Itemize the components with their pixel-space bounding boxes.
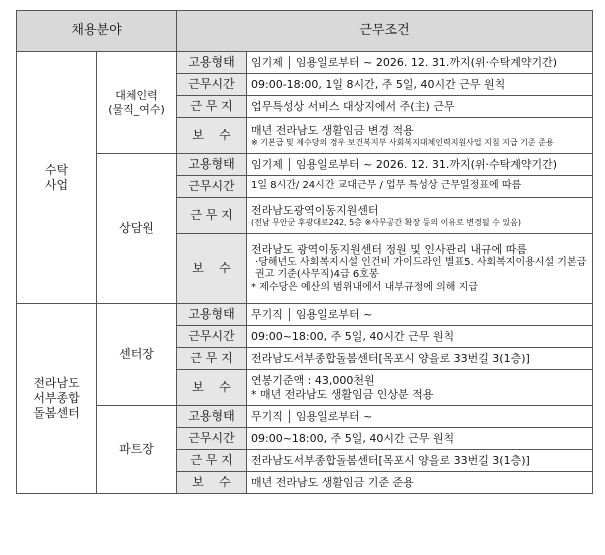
table-row xyxy=(17,406,593,428)
row-value: 09:00~18:00, 주 5일, 40시간 근무 원칙 xyxy=(247,326,593,348)
row-value: 09:00-18:00, 1일 8시간, 주 5일, 40시간 근무 원칙 xyxy=(247,74,593,96)
row-value xyxy=(247,234,593,304)
row-label: 보 수 xyxy=(177,472,247,494)
row-value xyxy=(247,118,593,154)
row-label: 근무시간 xyxy=(177,176,247,198)
row-label: 보 수 xyxy=(177,370,247,406)
table-row xyxy=(17,52,593,74)
row-label: 보 수 xyxy=(177,234,247,304)
pay-text: 연봉기준액 : 43,000천원 xyxy=(251,373,375,387)
pay-text: 매년 전라남도 생활임금 변경 적용 xyxy=(251,123,414,137)
row-value xyxy=(247,154,593,176)
row-label: 근 무 지 xyxy=(177,450,247,472)
row-value xyxy=(247,370,593,406)
header-row xyxy=(17,11,593,52)
row-label: 고용형태 xyxy=(177,52,247,74)
row-label: 근무시간 xyxy=(177,326,247,348)
row-value: 09:00~18:00, 주 5일, 40시간 근무 원칙 xyxy=(247,428,593,450)
row-value: 전라남도서부종합돌봄센터[목포시 양을로 33번길 3(1층)] xyxy=(247,450,593,472)
workplace-note: (전남 무안군 후광대로242, 5층 ※사무공간 확장 등의 이유로 변경될 수 있음) xyxy=(251,217,521,227)
row-value: 전라남도서부종합돌봄센터[목포시 양을로 33번길 3(1층)] xyxy=(247,348,593,370)
recruitment-table xyxy=(16,10,593,494)
row-value-text: 임용일로부터 ~ 2026. 12. 31.까지(위·수탁계약기간) xyxy=(295,157,558,171)
pay-note: * 매년 전라남도 생활임금 인상분 적용 xyxy=(251,387,434,401)
row-value xyxy=(247,198,593,234)
row-value: 매년 전라남도 생활임금 기준 준용 xyxy=(247,472,593,494)
row-label: 근무시간 xyxy=(177,74,247,96)
role-name: 대체인력 (물직_여수) xyxy=(97,52,177,154)
group-name: 수탁 사업 xyxy=(17,52,97,304)
employment-type: 무기직 xyxy=(251,410,290,424)
row-value-text: 임용일로부터 ~ xyxy=(295,307,373,321)
role-name: 파트장 xyxy=(97,406,177,494)
pay-line: ·당해년도 사회복지시설 인건비 가이드라인 별표5. 사회복지이용시설 기본급 권고 기준(사무직)4급 6호봉 xyxy=(255,256,587,281)
role-name: 센터장 xyxy=(97,304,177,406)
row-label: 근 무 지 xyxy=(177,198,247,234)
table-row xyxy=(17,154,593,176)
row-label: 근무시간 xyxy=(177,428,247,450)
row-label: 보 수 xyxy=(177,118,247,154)
header-field: 채용분야 xyxy=(17,11,177,52)
workplace-text: 전라남도광역이동지원센터 xyxy=(251,203,379,217)
table-row xyxy=(17,304,593,326)
employment-type: 무기직 xyxy=(251,308,290,322)
pay-text: 전라남도 광역이동지원센터 정원 및 인사관리 내규에 따름 xyxy=(251,242,528,256)
header-conditions: 근무조건 xyxy=(177,11,593,52)
pay-note: ※ 기본급 및 제수당의 경우 보건복지부 사회복지대체인력지원사업 지침 지급 기준 준용 xyxy=(251,137,554,147)
row-value-text: 임용일로부터 ~ 2026. 12. 31.까지(위·수탁계약기간) xyxy=(295,55,558,69)
employment-type: 임기제 xyxy=(251,56,290,70)
row-value: 업무특성상 서비스 대상지에서 주(主) 근무 xyxy=(247,96,593,118)
row-label: 고용형태 xyxy=(177,304,247,326)
row-value: 1일 8시간/ 24시간 교대근무 / 업무 특성상 근무일정표에 따름 xyxy=(247,176,593,198)
row-label: 근 무 지 xyxy=(177,96,247,118)
row-label: 근 무 지 xyxy=(177,348,247,370)
row-label: 고용형태 xyxy=(177,154,247,176)
row-value xyxy=(247,304,593,326)
role-name: 상담원 xyxy=(97,154,177,304)
row-value-text: 임용일로부터 ~ xyxy=(295,409,373,423)
row-value xyxy=(247,406,593,428)
group-name: 전라남도 서부종합 돌봄센터 xyxy=(17,304,97,494)
employment-type: 임기제 xyxy=(251,158,290,172)
pay-line: * 제수당은 예산의 범위내에서 내부규정에 의해 지급 xyxy=(251,281,478,293)
row-value xyxy=(247,52,593,74)
row-label: 고용형태 xyxy=(177,406,247,428)
